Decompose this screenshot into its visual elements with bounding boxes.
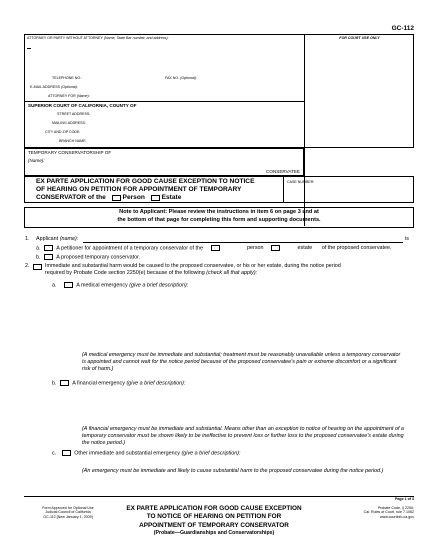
city-zip-label: CITY AND ZIP CODE: bbox=[45, 130, 81, 134]
conservatee-label: CONSERVATEE bbox=[266, 169, 300, 174]
person-checkbox[interactable] bbox=[112, 195, 121, 201]
footer-right bbox=[324, 506, 414, 519]
item2b-description-area[interactable] bbox=[70, 390, 410, 424]
item2-line2: required by Probate Code section 2250(e) because of the following (check all that apply): bbox=[45, 270, 258, 277]
form-title-line3: CONSERVATOR of the Person Estate bbox=[36, 194, 182, 202]
case-number-label: CASE NUMBER: bbox=[287, 180, 315, 184]
attorney-input-marker[interactable] bbox=[27, 48, 31, 49]
footer-right-line1: Probate Code, § 2250; bbox=[377, 506, 414, 510]
footer-right-line2: Cal. Rules of Court, rule 7.1062 bbox=[363, 510, 414, 515]
form-title-line1: EX PARTE APPLICATION FOR GOOD CAUSE EXCEPTION TO NOTICE bbox=[36, 178, 255, 185]
street-address-label: STREET ADDRESS: bbox=[57, 112, 91, 116]
item2-checkbox[interactable] bbox=[33, 264, 42, 270]
note-line2: the bottom of that page for completing this form and supporting documents. bbox=[117, 216, 321, 223]
item2c-checkbox[interactable] bbox=[62, 450, 71, 456]
email-label: E-MAIL ADDRESS (Optional): bbox=[30, 85, 78, 89]
court-use-label: FOR COURT USE ONLY bbox=[339, 36, 380, 40]
item1a-person-checkbox[interactable] bbox=[211, 245, 220, 251]
mailing-address-label: MAILING ADDRESS: bbox=[52, 121, 86, 125]
item2-number: 2. bbox=[25, 263, 30, 269]
attorney-for-label: ATTORNEY FOR (Name): bbox=[48, 94, 90, 98]
item2-line1: Immediate and substantial harm would be caused to the proposed conservatee, or his or her estate, during the notice period bbox=[45, 263, 341, 269]
item1-label: Applicant (name): bbox=[36, 236, 79, 242]
item2a-note: (A medical emergency must be immediate and substantial; treatment must be reasonably unavailable unless a temporary conservator is appointed and cannot wait for the notice period because of the proposed conservatee's pain or extreme discomfort or a significant risk of harm.) bbox=[82, 352, 401, 373]
header-divider bbox=[24, 101, 304, 102]
item2c-row: c. Other immediate and substantial emergency (give a brief description): bbox=[52, 450, 241, 457]
item2a-description-area[interactable] bbox=[70, 292, 410, 350]
item1-is: is bbox=[405, 236, 409, 242]
conservatorship-label: TEMPORARY CONSERVATORSHIP OF bbox=[28, 150, 112, 155]
item1a-checkbox[interactable] bbox=[44, 245, 53, 251]
attorney-label: ATTORNEY OR PARTY WITHOUT ATTORNEY (Name, State Bar number, and address): bbox=[27, 36, 169, 40]
item1a-row: a. A petitioner for appointment of a temporary conservator of the person estate of the proposed conservatee. bbox=[36, 245, 392, 252]
footer-left-line3: GC-112 [New January 1, 2009] bbox=[43, 514, 93, 519]
footer-left-line2: Judicial Council of California bbox=[45, 510, 91, 515]
fax-label: FAX NO. (Optional): bbox=[165, 76, 197, 80]
item2b-checkbox[interactable] bbox=[60, 380, 69, 386]
estate-checkbox[interactable] bbox=[151, 195, 160, 201]
item2a-row: a. A medical emergency (give a brief description): bbox=[52, 282, 189, 289]
page-number: Page 1 of 3 bbox=[395, 497, 414, 501]
name-label: (Name): bbox=[28, 158, 45, 163]
item2-text bbox=[45, 263, 415, 277]
telephone-label: TELEPHONE NO.: bbox=[52, 76, 83, 80]
footer-title-line1: EX PARTE APPLICATION FOR GOOD CAUSE EXCEPTION bbox=[126, 505, 302, 512]
item1-number: 1. bbox=[25, 236, 30, 242]
court-title: SUPERIOR COURT OF CALIFORNIA, COUNTY OF bbox=[28, 103, 137, 108]
item2a-checkbox[interactable] bbox=[64, 282, 73, 288]
form-number: GC-112 bbox=[391, 25, 414, 32]
footer-title-line2: TO NOTICE OF HEARING ON PETITION FOR bbox=[146, 513, 282, 521]
footer-left bbox=[24, 506, 112, 519]
footer-title bbox=[104, 505, 324, 536]
item2b-row: b. A financial emergency (give a brief description): bbox=[52, 380, 186, 387]
note-line1: Note to Applicant: Please review the instructions in item 6 on page 3 and at bbox=[119, 209, 319, 215]
applicant-name-input[interactable] bbox=[83, 242, 403, 243]
item1b-checkbox[interactable] bbox=[44, 254, 53, 260]
footer-left-line1: Form Approved for Optional Use bbox=[42, 506, 94, 510]
note-text bbox=[24, 209, 414, 224]
item2b-note: (A financial emergency must be immediate and substantial. Means other than an exception to notice of hearing on the appointment of a temporary conservator must be shown likely to be ineffective to prevent loss or further loss to the proposed conservatee's estate during the notice period.) bbox=[82, 426, 404, 447]
item2c-note: (An emergency must be immediate and likely to cause substantial harm to the proposed conservatee during the notice period.) bbox=[82, 468, 384, 474]
footer-right-line3: www.courtinfo.ca.gov bbox=[380, 514, 414, 519]
form-title bbox=[36, 178, 284, 203]
item1a-estate-checkbox[interactable] bbox=[271, 245, 280, 251]
header-block bbox=[24, 34, 414, 148]
branch-name-label: BRANCH NAME: bbox=[59, 139, 87, 143]
item1b-row: b. A proposed temporary conservator. bbox=[36, 254, 141, 261]
footer-title-line4: (Probate—Guardianships and Conservatorships) bbox=[153, 529, 275, 536]
footer-title-line3: APPOINTMENT OF TEMPORARY CONSERVATOR bbox=[139, 521, 289, 529]
form-title-line2: OF HEARING ON PETITION FOR APPOINTMENT OF TEMPORARY bbox=[36, 186, 242, 194]
